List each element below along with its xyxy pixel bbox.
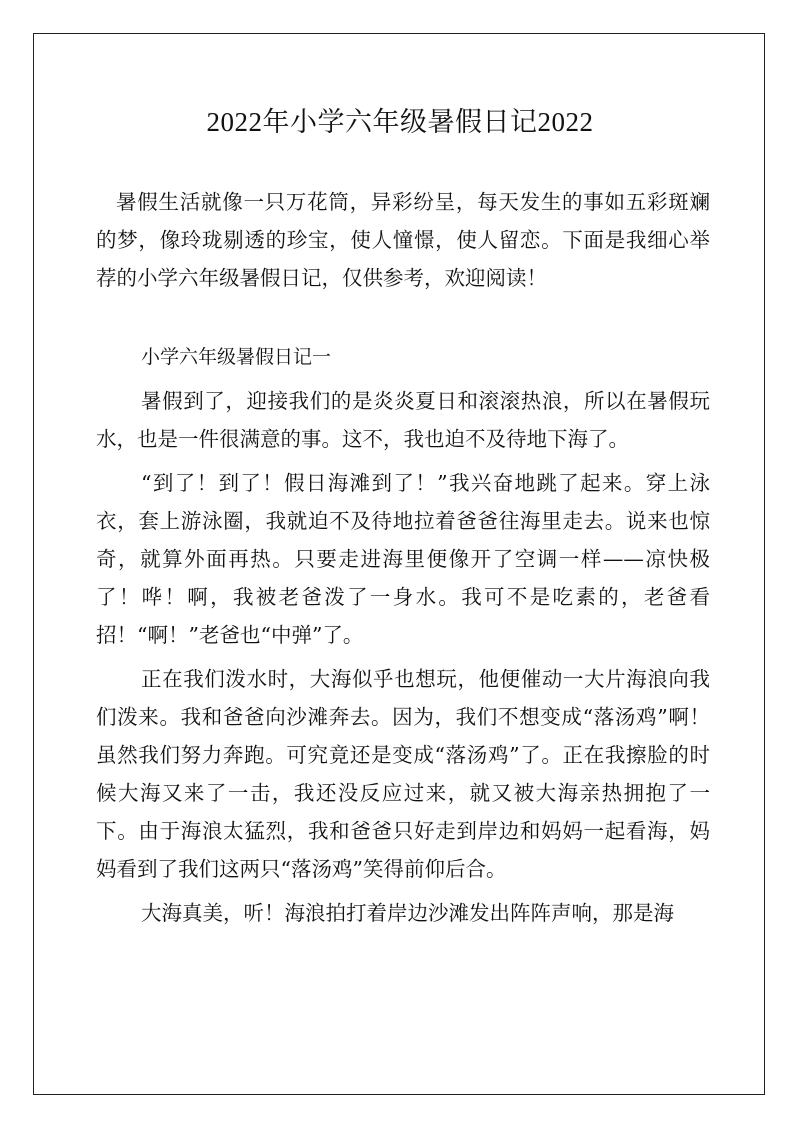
body-paragraph-3: 正在我们泼水时，大海似乎也想玩，他便催动一大片海浪向我们泼来。我和爸爸向沙滩奔去。因为，我们不想变成“落汤鸡”啊！虽然我们努力奔跑。可究竟还是变成“落汤鸡”了。正在我擦脸的时候大海又来了一击，我还没反应过来，就又被大海亲热拥抱了一下。由于海浪太猛烈，我和爸爸只好走到岸边和妈妈一起看海，妈妈看到了我们这两只“落汤鸡”笑得前仰后合。 <box>96 667 710 881</box>
body-paragraph-1: 暑假到了，迎接我们的是炎炎夏日和滚滚热浪，所以在暑假玩水，也是一件很满意的事。这不，我也迫不及待地下海了。 <box>96 389 710 451</box>
intro-paragraph: 暑假生活就像一只万花筒，异彩纷呈，每天发生的事如五彩斑斓的梦，像玲珑剔透的珍宝，使人憧憬，使人留恋。下面是我细心举荐的小学六年级暑假日记，仅供参考，欢迎阅读！ <box>96 190 710 290</box>
body-paragraph-4: 大海真美，听！海浪拍打着岸边沙滩发出阵阵声响，那是海 <box>141 901 674 925</box>
section-heading: 小学六年级暑假日记一 <box>141 346 332 368</box>
document-title: 2022年小学六年级暑假日记2022 <box>206 107 594 137</box>
document-body <box>96 183 710 938</box>
body-paragraph-2: “到了！到了！假日海滩到了！”我兴奋地跳了起来。穿上泳衣，套上游泳圈，我就迫不及待地拉着爸爸往海里走去。说来也惊奇，就算外面再热。只要走进海里便像开了空调一样——凉快极了！哗！啊，我被老爸泼了一身水。我可不是吃素的，老爸看招！“啊！”老爸也“中弹”了。 <box>96 471 710 647</box>
